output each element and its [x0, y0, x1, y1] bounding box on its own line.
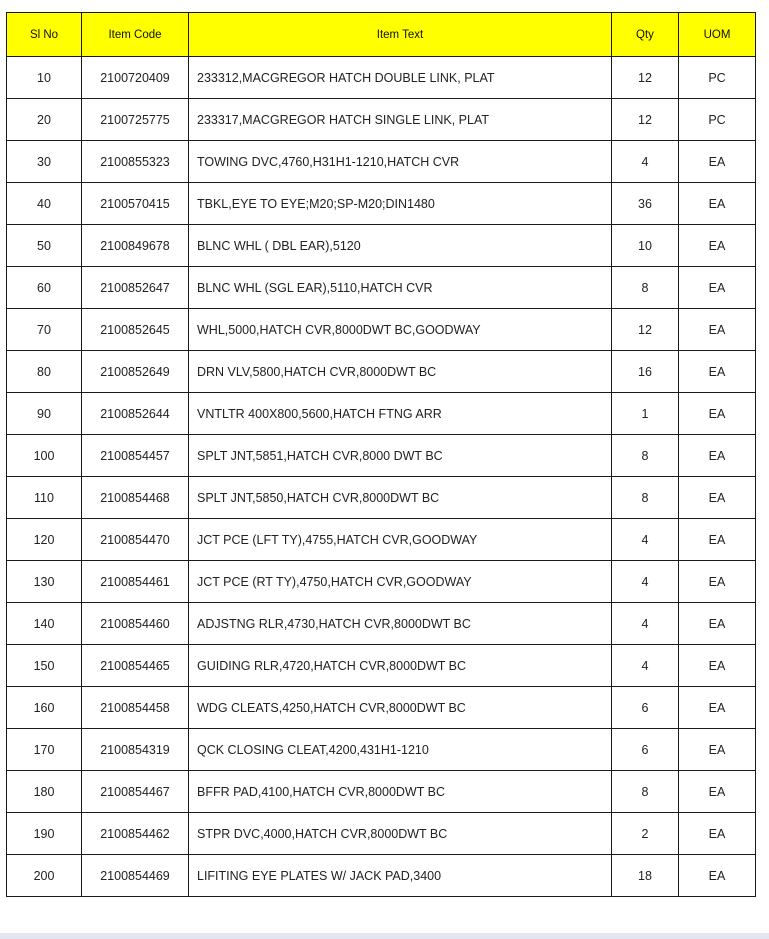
cell-qty: 6	[612, 687, 679, 729]
cell-item-code: 2100852644	[82, 393, 189, 435]
cell-uom: EA	[679, 435, 756, 477]
cell-item-code: 2100855323	[82, 141, 189, 183]
cell-uom: EA	[679, 729, 756, 771]
cell-qty: 4	[612, 645, 679, 687]
cell-qty: 8	[612, 435, 679, 477]
cell-item-text: GUIDING RLR,4720,HATCH CVR,8000DWT BC	[189, 645, 612, 687]
cell-item-text: JCT PCE (RT TY),4750,HATCH CVR,GOODWAY	[189, 561, 612, 603]
cell-qty: 10	[612, 225, 679, 267]
cell-qty: 4	[612, 561, 679, 603]
items-table	[6, 12, 756, 897]
cell-item-text: 233312,MACGREGOR HATCH DOUBLE LINK, PLAT	[189, 57, 612, 99]
cell-uom: EA	[679, 477, 756, 519]
cell-item-code: 2100854319	[82, 729, 189, 771]
cell-qty: 36	[612, 183, 679, 225]
table-row	[7, 687, 756, 729]
cell-sl-no: 90	[7, 393, 82, 435]
cell-uom: EA	[679, 225, 756, 267]
table-row	[7, 225, 756, 267]
cell-sl-no: 80	[7, 351, 82, 393]
cell-sl-no: 100	[7, 435, 82, 477]
header-item-code: Item Code	[82, 13, 189, 57]
cell-item-code: 2100854467	[82, 771, 189, 813]
cell-uom: EA	[679, 561, 756, 603]
cell-item-code: 2100854468	[82, 477, 189, 519]
cell-item-text: BFFR PAD,4100,HATCH CVR,8000DWT BC	[189, 771, 612, 813]
table-row	[7, 477, 756, 519]
cell-item-text: BLNC WHL (SGL EAR),5110,HATCH CVR	[189, 267, 612, 309]
cell-uom: EA	[679, 267, 756, 309]
cell-sl-no: 170	[7, 729, 82, 771]
cell-qty: 8	[612, 771, 679, 813]
cell-item-code: 2100852645	[82, 309, 189, 351]
table-row	[7, 57, 756, 99]
table-row	[7, 141, 756, 183]
header-uom: UOM	[679, 13, 756, 57]
cell-item-text: WDG CLEATS,4250,HATCH CVR,8000DWT BC	[189, 687, 612, 729]
table-row	[7, 351, 756, 393]
cell-item-text: SPLT JNT,5851,HATCH CVR,8000 DWT BC	[189, 435, 612, 477]
cell-item-text: ADJSTNG RLR,4730,HATCH CVR,8000DWT BC	[189, 603, 612, 645]
cell-item-code: 2100854457	[82, 435, 189, 477]
cell-sl-no: 190	[7, 813, 82, 855]
cell-qty: 8	[612, 267, 679, 309]
header-qty: Qty	[612, 13, 679, 57]
table-body	[7, 57, 756, 897]
cell-qty: 12	[612, 57, 679, 99]
cell-sl-no: 50	[7, 225, 82, 267]
cell-uom: EA	[679, 141, 756, 183]
table-row	[7, 393, 756, 435]
cell-item-text: 233317,MACGREGOR HATCH SINGLE LINK, PLAT	[189, 99, 612, 141]
cell-uom: PC	[679, 57, 756, 99]
cell-sl-no: 60	[7, 267, 82, 309]
cell-item-text: STPR DVC,4000,HATCH CVR,8000DWT BC	[189, 813, 612, 855]
cell-item-code: 2100852649	[82, 351, 189, 393]
cell-qty: 2	[612, 813, 679, 855]
table-row	[7, 561, 756, 603]
cell-qty: 4	[612, 141, 679, 183]
cell-uom: EA	[679, 309, 756, 351]
cell-qty: 4	[612, 519, 679, 561]
table-row	[7, 813, 756, 855]
cell-sl-no: 200	[7, 855, 82, 897]
cell-uom: EA	[679, 183, 756, 225]
cell-qty: 8	[612, 477, 679, 519]
cell-item-code: 2100720409	[82, 57, 189, 99]
table-row	[7, 267, 756, 309]
cell-uom: PC	[679, 99, 756, 141]
table-row	[7, 645, 756, 687]
cell-qty: 12	[612, 99, 679, 141]
cell-item-text: TOWING DVC,4760,H31H1-1210,HATCH CVR	[189, 141, 612, 183]
cell-item-code: 2100852647	[82, 267, 189, 309]
cell-uom: EA	[679, 351, 756, 393]
table-row	[7, 99, 756, 141]
cell-sl-no: 140	[7, 603, 82, 645]
cell-qty: 18	[612, 855, 679, 897]
table-row	[7, 183, 756, 225]
cell-item-code: 2100849678	[82, 225, 189, 267]
cell-item-code: 2100570415	[82, 183, 189, 225]
cell-item-text: BLNC WHL ( DBL EAR),5120	[189, 225, 612, 267]
cell-sl-no: 120	[7, 519, 82, 561]
cell-uom: EA	[679, 603, 756, 645]
cell-item-code: 2100854461	[82, 561, 189, 603]
cell-item-code: 2100854470	[82, 519, 189, 561]
table-row	[7, 855, 756, 897]
cell-item-text: VNTLTR 400X800,5600,HATCH FTNG ARR	[189, 393, 612, 435]
header-sl-no: Sl No	[7, 13, 82, 57]
cell-sl-no: 110	[7, 477, 82, 519]
cell-uom: EA	[679, 855, 756, 897]
table-row	[7, 435, 756, 477]
cell-sl-no: 180	[7, 771, 82, 813]
cell-qty: 4	[612, 603, 679, 645]
cell-item-code: 2100854458	[82, 687, 189, 729]
table-row	[7, 519, 756, 561]
cell-sl-no: 20	[7, 99, 82, 141]
header-item-text: Item Text	[189, 13, 612, 57]
table-row	[7, 729, 756, 771]
table-row	[7, 603, 756, 645]
cell-item-code: 2100854469	[82, 855, 189, 897]
cell-uom: EA	[679, 687, 756, 729]
bottom-scroll-strip	[0, 933, 769, 939]
cell-item-text: JCT PCE (LFT TY),4755,HATCH CVR,GOODWAY	[189, 519, 612, 561]
cell-item-text: SPLT JNT,5850,HATCH CVR,8000DWT BC	[189, 477, 612, 519]
cell-uom: EA	[679, 771, 756, 813]
table-row	[7, 771, 756, 813]
cell-qty: 6	[612, 729, 679, 771]
cell-item-code: 2100725775	[82, 99, 189, 141]
cell-item-code: 2100854460	[82, 603, 189, 645]
cell-uom: EA	[679, 519, 756, 561]
cell-item-text: LIFITING EYE PLATES W/ JACK PAD,3400	[189, 855, 612, 897]
cell-sl-no: 70	[7, 309, 82, 351]
cell-item-code: 2100854462	[82, 813, 189, 855]
cell-uom: EA	[679, 645, 756, 687]
cell-qty: 1	[612, 393, 679, 435]
cell-qty: 12	[612, 309, 679, 351]
cell-item-text: QCK CLOSING CLEAT,4200,431H1-1210	[189, 729, 612, 771]
cell-uom: EA	[679, 393, 756, 435]
cell-sl-no: 10	[7, 57, 82, 99]
cell-sl-no: 160	[7, 687, 82, 729]
cell-sl-no: 30	[7, 141, 82, 183]
cell-item-code: 2100854465	[82, 645, 189, 687]
cell-qty: 16	[612, 351, 679, 393]
table-row	[7, 309, 756, 351]
cell-item-text: TBKL,EYE TO EYE;M20;SP-M20;DIN1480	[189, 183, 612, 225]
header-row	[7, 13, 756, 57]
cell-sl-no: 150	[7, 645, 82, 687]
cell-item-text: DRN VLV,5800,HATCH CVR,8000DWT BC	[189, 351, 612, 393]
cell-item-text: WHL,5000,HATCH CVR,8000DWT BC,GOODWAY	[189, 309, 612, 351]
cell-sl-no: 40	[7, 183, 82, 225]
cell-uom: EA	[679, 813, 756, 855]
cell-sl-no: 130	[7, 561, 82, 603]
